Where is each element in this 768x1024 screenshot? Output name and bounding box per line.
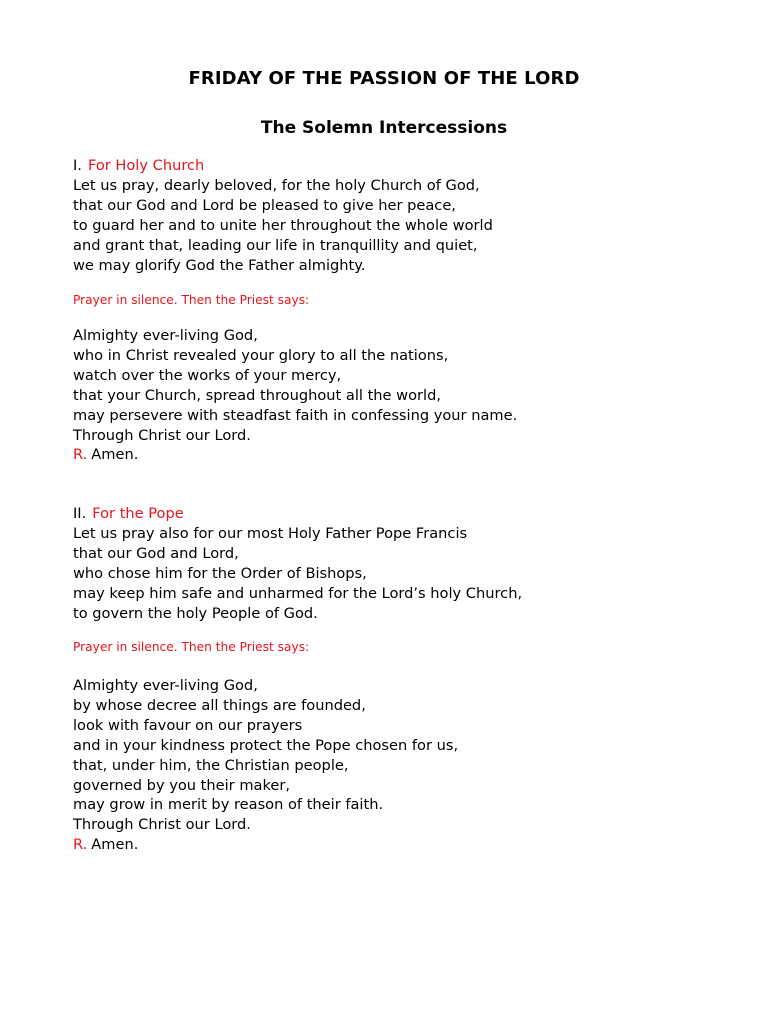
invitation-line: and grant that, leading our life in tranquillity and quiet, <box>73 236 478 254</box>
section-heading-label: For the Pope <box>92 505 184 522</box>
rubric-text: Prayer in silence. Then the Priest says: <box>73 640 310 654</box>
invitation-line: we may glorify God the Father almighty. <box>73 256 366 274</box>
page-subtitle: The Solemn Intercessions <box>260 118 508 138</box>
intercession-section-holy-church <box>73 156 733 275</box>
prayer-block <box>73 326 733 465</box>
section-heading <box>73 504 733 524</box>
section-heading-label: For Holy Church <box>87 157 205 174</box>
invitation-line: may keep him safe and unharmed for the Lord’s holy Church, <box>73 584 523 602</box>
prayer-line: Through Christ our Lord. <box>73 816 251 834</box>
prayer-line: that your Church, spread throughout all the world, <box>73 386 442 404</box>
prayer-line: may grow in merit by reason of their faith. <box>73 796 384 814</box>
invitation-line: to guard her and to unite her throughout the whole world <box>73 216 493 234</box>
prayer-line: watch over the works of your mercy, <box>73 366 342 384</box>
response-line <box>73 835 733 855</box>
page-title: FRIDAY OF THE PASSION OF THE LORD <box>188 68 580 89</box>
intercession-section-pope <box>73 504 733 623</box>
prayer-line: may persevere with steadfast faith in confessing your name. <box>73 406 518 424</box>
prayer-line: Almighty ever-living God, <box>73 677 258 694</box>
prayer-line: Through Christ our Lord. <box>73 426 251 444</box>
prayer-line: Almighty ever-living God, <box>73 327 258 344</box>
prayer-line: who in Christ revealed your glory to all the nations, <box>73 346 449 364</box>
prayer-line: governed by you their maker, <box>73 776 291 794</box>
prayer-line: and in your kindness protect the Pope chosen for us, <box>73 736 459 754</box>
rubric-text: Prayer in silence. Then the Priest says: <box>73 293 310 307</box>
invitation-line: to govern the holy People of God. <box>73 604 318 622</box>
prayer-line: that, under him, the Christian people, <box>73 756 349 774</box>
response-mark: R. <box>73 446 88 464</box>
prayer-line: look with favour on our prayers <box>73 716 303 734</box>
section-numeral: I. <box>73 157 82 174</box>
invitation-line: Let us pray also for our most Holy Father Pope Francis <box>73 524 468 542</box>
invitation-line: Let us pray, dearly beloved, for the holy Church of God, <box>73 176 480 194</box>
response-mark: R. <box>73 836 88 854</box>
prayer-line: by whose decree all things are founded, <box>73 696 366 714</box>
response-line <box>73 445 733 465</box>
invitation-line: that our God and Lord, <box>73 544 239 562</box>
prayer-block <box>73 676 733 855</box>
section-numeral: II. <box>73 505 87 522</box>
response-text: Amen. <box>91 836 139 854</box>
section-heading <box>73 156 733 176</box>
response-text: Amen. <box>91 446 139 464</box>
invitation-line: who chose him for the Order of Bishops, <box>73 564 367 582</box>
invitation-line: that our God and Lord be pleased to give her peace, <box>73 196 456 214</box>
